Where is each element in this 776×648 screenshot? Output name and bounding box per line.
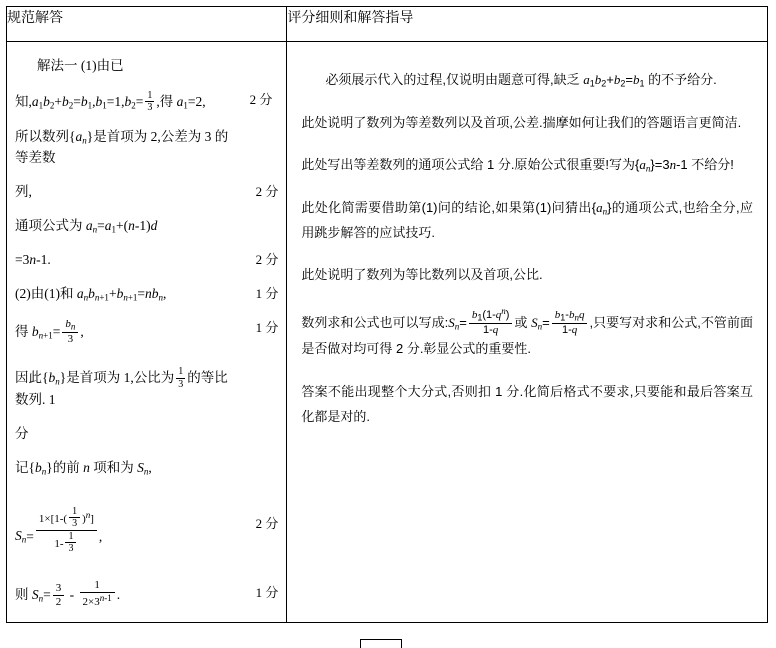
document-page [0, 6, 776, 648]
solution-line-2b-text: 列, [15, 184, 32, 200]
grading-table [6, 6, 768, 623]
solution-line-2-text: 所以数列$\{a_n\}$是首项为 2,公差为 3 的等差数 [15, 128, 229, 166]
solution-line-4-text: =3n-1. [15, 252, 51, 268]
solution-line-6 [15, 318, 278, 346]
solution-line-2b-mark: 2 分 [255, 184, 279, 200]
rubric-note-3: 此处写出等差数列的通项公式给 1 分.原始公式很重要!写为$\{a_n\}=3n-1$ 不给分! [301, 157, 734, 174]
table-header-row [7, 7, 768, 42]
header-label-solution: 规范解答 [7, 9, 63, 25]
solution-line-3 [15, 216, 278, 237]
solution-line-10-text: 则 $S_n=$ $\frac{3}{2}$ - $\frac{1}{2\times 3^{n-1}}$ . [15, 578, 121, 608]
solution-line-1b [15, 90, 278, 114]
rubric-note-5: 此处说明了数列为等比数列以及首项,公比. [301, 267, 543, 283]
rubric-note-4: 此处化简需要借助第(1)问的结论,如果第(1)问猜出$\{a_n\}$的通项公式,也给全分,应用跳步解答的应试技巧. [301, 200, 753, 240]
solution-line-1b-text: 知$,a_1b_2+b_2=b_1,b_1=1,b_2=$ $\frac{1}{3}$ ,得 $a_1=2$, [15, 89, 206, 114]
solution-line-4 [15, 250, 278, 271]
header-cell-rubric [287, 7, 768, 42]
solution-line-9-mark: 2 分 [255, 515, 279, 531]
solution-line-10 [15, 579, 278, 609]
solution-line-9-text: $S_n=$ 1×[1-( $\frac{1}{3}$ )$^n$] 1- $\frac{1}{3}$ , [15, 505, 103, 555]
solution-line-1b-mark: 2 分 [249, 91, 273, 107]
solution-line-3-text: 通项公式为 $a_n=a_1+(n-1)d$ [15, 217, 158, 235]
header-label-rubric: 评分细则和解答指导 [287, 9, 414, 25]
solution-line-6-mark: 1 分 [255, 320, 279, 336]
solution-line-7 [15, 366, 278, 411]
solution-line-5-mark: 1 分 [255, 286, 279, 302]
solution-line-9 [15, 506, 278, 555]
solution-line-6-text: 得 $b_{n+1}=$ $\frac{b_n}{3}$ , [15, 318, 84, 346]
footer-marker [360, 639, 402, 648]
rubric-note-1: 必须展示代入的过程,仅说明由题意可得,缺乏 $a_1b_2+b_2=b_1$ 的不予给分. [325, 72, 717, 89]
solution-line-8 [15, 458, 278, 479]
solution-line-5-text: (2)由(1)和 $a_nb_{n+1}+b_{n+1}=nb_n$, [15, 286, 167, 303]
solution-line-5 [15, 284, 278, 305]
solution-content [7, 42, 286, 609]
rubric-cell [287, 42, 768, 623]
rubric-note-7: 答案不能出现整个大分式,否则扣 1 分.化简后格式不要求,只要能和最后答案互化都是对的. [301, 384, 753, 424]
solution-line-4-mark: 2 分 [255, 252, 279, 268]
solution-line-7b-text: 分 [15, 426, 29, 442]
solution-line-8-text: 记$\{b_n\}$的前 n 项和为 $S_n$, [15, 460, 152, 477]
solution-line-2b [15, 182, 278, 203]
header-cell-solution [7, 7, 287, 42]
solution-line-2 [15, 127, 278, 169]
solution-line-1 [15, 56, 278, 77]
solution-cell [7, 42, 287, 623]
solution-line-1-text: 解法一 (1)由已 [37, 58, 124, 73]
rubric-note-6: 数列求和公式也可以写成$:S_n=$ $\frac{b_1(1-q^n)}{1-q}$ 或 $S_n=$ $\frac{b_1-b_nq}{1-q}$ ,只要写对求和公式,不管前面是否做对均可得 2 分.彰显公式的重要性. [301, 306, 753, 357]
rubric-note-2: 此处说明了数列为等差数列以及首项,公差.揣摩如何让我们的答题语言更简洁. [301, 114, 742, 130]
rubric-content [287, 42, 767, 429]
solution-line-7b [15, 424, 278, 445]
solution-line-10-mark: 1 分 [255, 584, 279, 600]
table-body-row [7, 42, 768, 623]
solution-line-7-text: 因此$\{b_n\}$是首项为 1,公比为 $\frac{1}{3}$ 的等比数列. 1 [15, 366, 228, 408]
